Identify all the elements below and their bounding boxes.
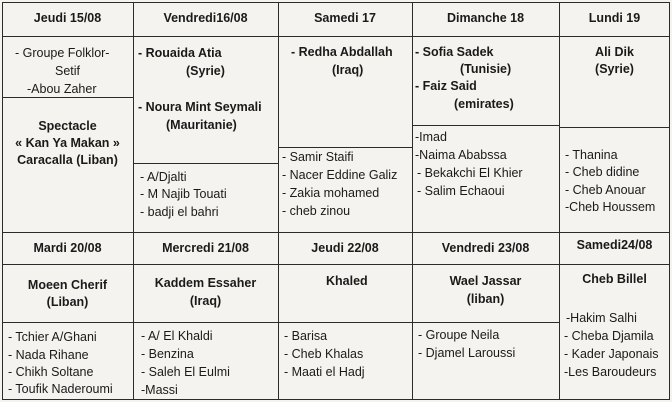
performer-thanina: - Thanina xyxy=(565,148,618,162)
performer-rouaida-atia: - Rouaida Atia xyxy=(138,46,222,60)
day-header-dimanche-18: Dimanche 18 xyxy=(446,11,525,25)
performer-faiz-said: - Faiz Said xyxy=(415,79,477,93)
performer-zakia-mohamed: - Zakia mohamed xyxy=(282,186,380,200)
performer-hakim-salhi: -Hakim Salhi xyxy=(566,311,637,325)
performer-redha-abdallah: - Redha Abdallah xyxy=(291,45,393,59)
performer-kader-japonais: - Kader Japonais xyxy=(564,347,659,361)
performer-tchier-a-ghani: - Tchier A/Ghani xyxy=(8,330,97,344)
performer-les-baroudeurs: -Les Baroudeurs xyxy=(564,365,657,379)
performer-nacer-eddine-galiz: - Nacer Eddine Galiz xyxy=(282,168,398,182)
performer-toufik-naderoumi: - Toufik Naderoumi xyxy=(8,382,113,396)
column-divider-2 xyxy=(278,2,279,400)
cell-divider-dimanche18 xyxy=(412,125,559,126)
day-header-vendredi-23: Vendredi 23/08 xyxy=(441,241,530,255)
performer-setif: Setif xyxy=(54,64,80,78)
performer-rouaida-country: (Syrie) xyxy=(186,64,225,78)
performer-a-djalti: - A/Djalti xyxy=(140,170,187,184)
performer-salim-echaoui: - Salim Echaoui xyxy=(417,184,505,198)
table-border-bottom xyxy=(2,399,670,400)
performer-moeen-cherif: Moeen Cherif xyxy=(27,278,108,292)
performer-saleh-el-eulmi: - Saleh El Eulmi xyxy=(141,365,230,379)
performer-djamel-laroussi: - Djamel Laroussi xyxy=(418,346,516,360)
day-header-vendredi-16: Vendredi16/08 xyxy=(163,11,248,25)
performer-ali-dik: Ali Dik xyxy=(595,45,634,59)
performer-kaddem-essaher: Kaddem Essaher xyxy=(154,276,257,290)
performer-caracalla: Caracalla (Liban) xyxy=(17,153,118,167)
performer-wael-country: (liban) xyxy=(466,292,505,306)
performer-ali-country: (Syrie) xyxy=(595,62,634,76)
day-header-lundi-19: Lundi 19 xyxy=(588,11,641,25)
performer-barisa: - Barisa xyxy=(284,329,328,343)
header-row-divider-1 xyxy=(2,36,670,37)
performer-a-el-khaldi: - A/ El Khaldi xyxy=(141,329,213,343)
header-row-divider-2 xyxy=(2,264,670,265)
day-header-mardi-20: Mardi 20/08 xyxy=(33,241,102,255)
day-header-mercredi-21: Mercredi 21/08 xyxy=(162,241,249,255)
performer-noura-country: (Mauritanie) xyxy=(166,118,237,132)
performer-badji-el-bahri: - badji el bahri xyxy=(140,205,219,219)
performer-najib-touati: - M Najib Touati xyxy=(140,187,227,201)
performer-groupe-folklor: - Groupe Folklor- xyxy=(15,46,110,60)
column-divider-3 xyxy=(412,2,413,400)
performer-samir-staifi: - Samir Staifi xyxy=(282,150,354,164)
day-header-jeudi-22: Jeudi 22/08 xyxy=(311,241,379,255)
performer-benzina: - Benzina xyxy=(141,347,194,361)
performer-noura-mint-seymali: - Noura Mint Seymali xyxy=(138,100,262,114)
performer-cheb-anouar: - Cheb Anouar xyxy=(565,183,646,197)
performer-chikh-soltane: - Chikh Soltane xyxy=(8,365,94,379)
performer-khaled: Khaled xyxy=(326,274,368,288)
performer-moeen-country: (Liban) xyxy=(46,295,89,309)
performer-cheb-khalas: - Cheb Khalas xyxy=(284,347,364,361)
performer-cheb-billel: Cheb Billel xyxy=(582,272,647,286)
performer-kaddem-country: (Iraq) xyxy=(189,294,222,308)
performer-faiz-country: (emirates) xyxy=(454,97,514,111)
performer-kan-ya-makan: « Kan Ya Makan » xyxy=(15,136,120,150)
cell-divider-vendredi16 xyxy=(133,163,278,164)
performer-bekakchi-el-khier: - Bekakchi El Khier xyxy=(417,166,523,180)
performer-cheba-djamila: - Cheba Djamila xyxy=(564,329,654,343)
performer-wael-jassar: Wael Jassar xyxy=(449,274,522,288)
performer-naima-ababssa: -Naima Ababssa xyxy=(415,148,507,162)
performer-imad: -Imad xyxy=(415,130,447,144)
cell-divider-week2 xyxy=(2,322,559,323)
performer-maati-el-hadj: - Maati el Hadj xyxy=(284,365,365,379)
day-header-samedi-17: Samedi 17 xyxy=(314,11,376,25)
column-divider-1 xyxy=(133,2,134,400)
cell-divider-lundi19 xyxy=(559,127,670,128)
performer-cheb-didine: - Cheb didine xyxy=(565,165,640,179)
performer-groupe-neila: - Groupe Neila xyxy=(418,328,500,342)
performer-sofia-sadek: - Sofia Sadek xyxy=(415,45,494,59)
performer-sofia-country: (Tunisie) xyxy=(460,62,512,76)
week-divider xyxy=(2,232,670,233)
performer-massi: -Massi xyxy=(141,383,178,397)
day-header-samedi-24: Samedi24/08 xyxy=(576,238,653,252)
table-border-top xyxy=(2,2,670,3)
performer-abou-zaher: -Abou Zaher xyxy=(27,82,97,96)
performer-cheb-zinou: - cheb zinou xyxy=(282,204,351,218)
performer-redha-country: (Iraq) xyxy=(332,63,364,77)
performer-spectacle: Spectacle xyxy=(38,119,97,133)
performer-nada-rihane: - Nada Rihane xyxy=(8,348,89,362)
day-header-jeudi-15: Jeudi 15/08 xyxy=(33,11,102,25)
performer-cheb-houssem: -Cheb Houssem xyxy=(565,200,656,214)
